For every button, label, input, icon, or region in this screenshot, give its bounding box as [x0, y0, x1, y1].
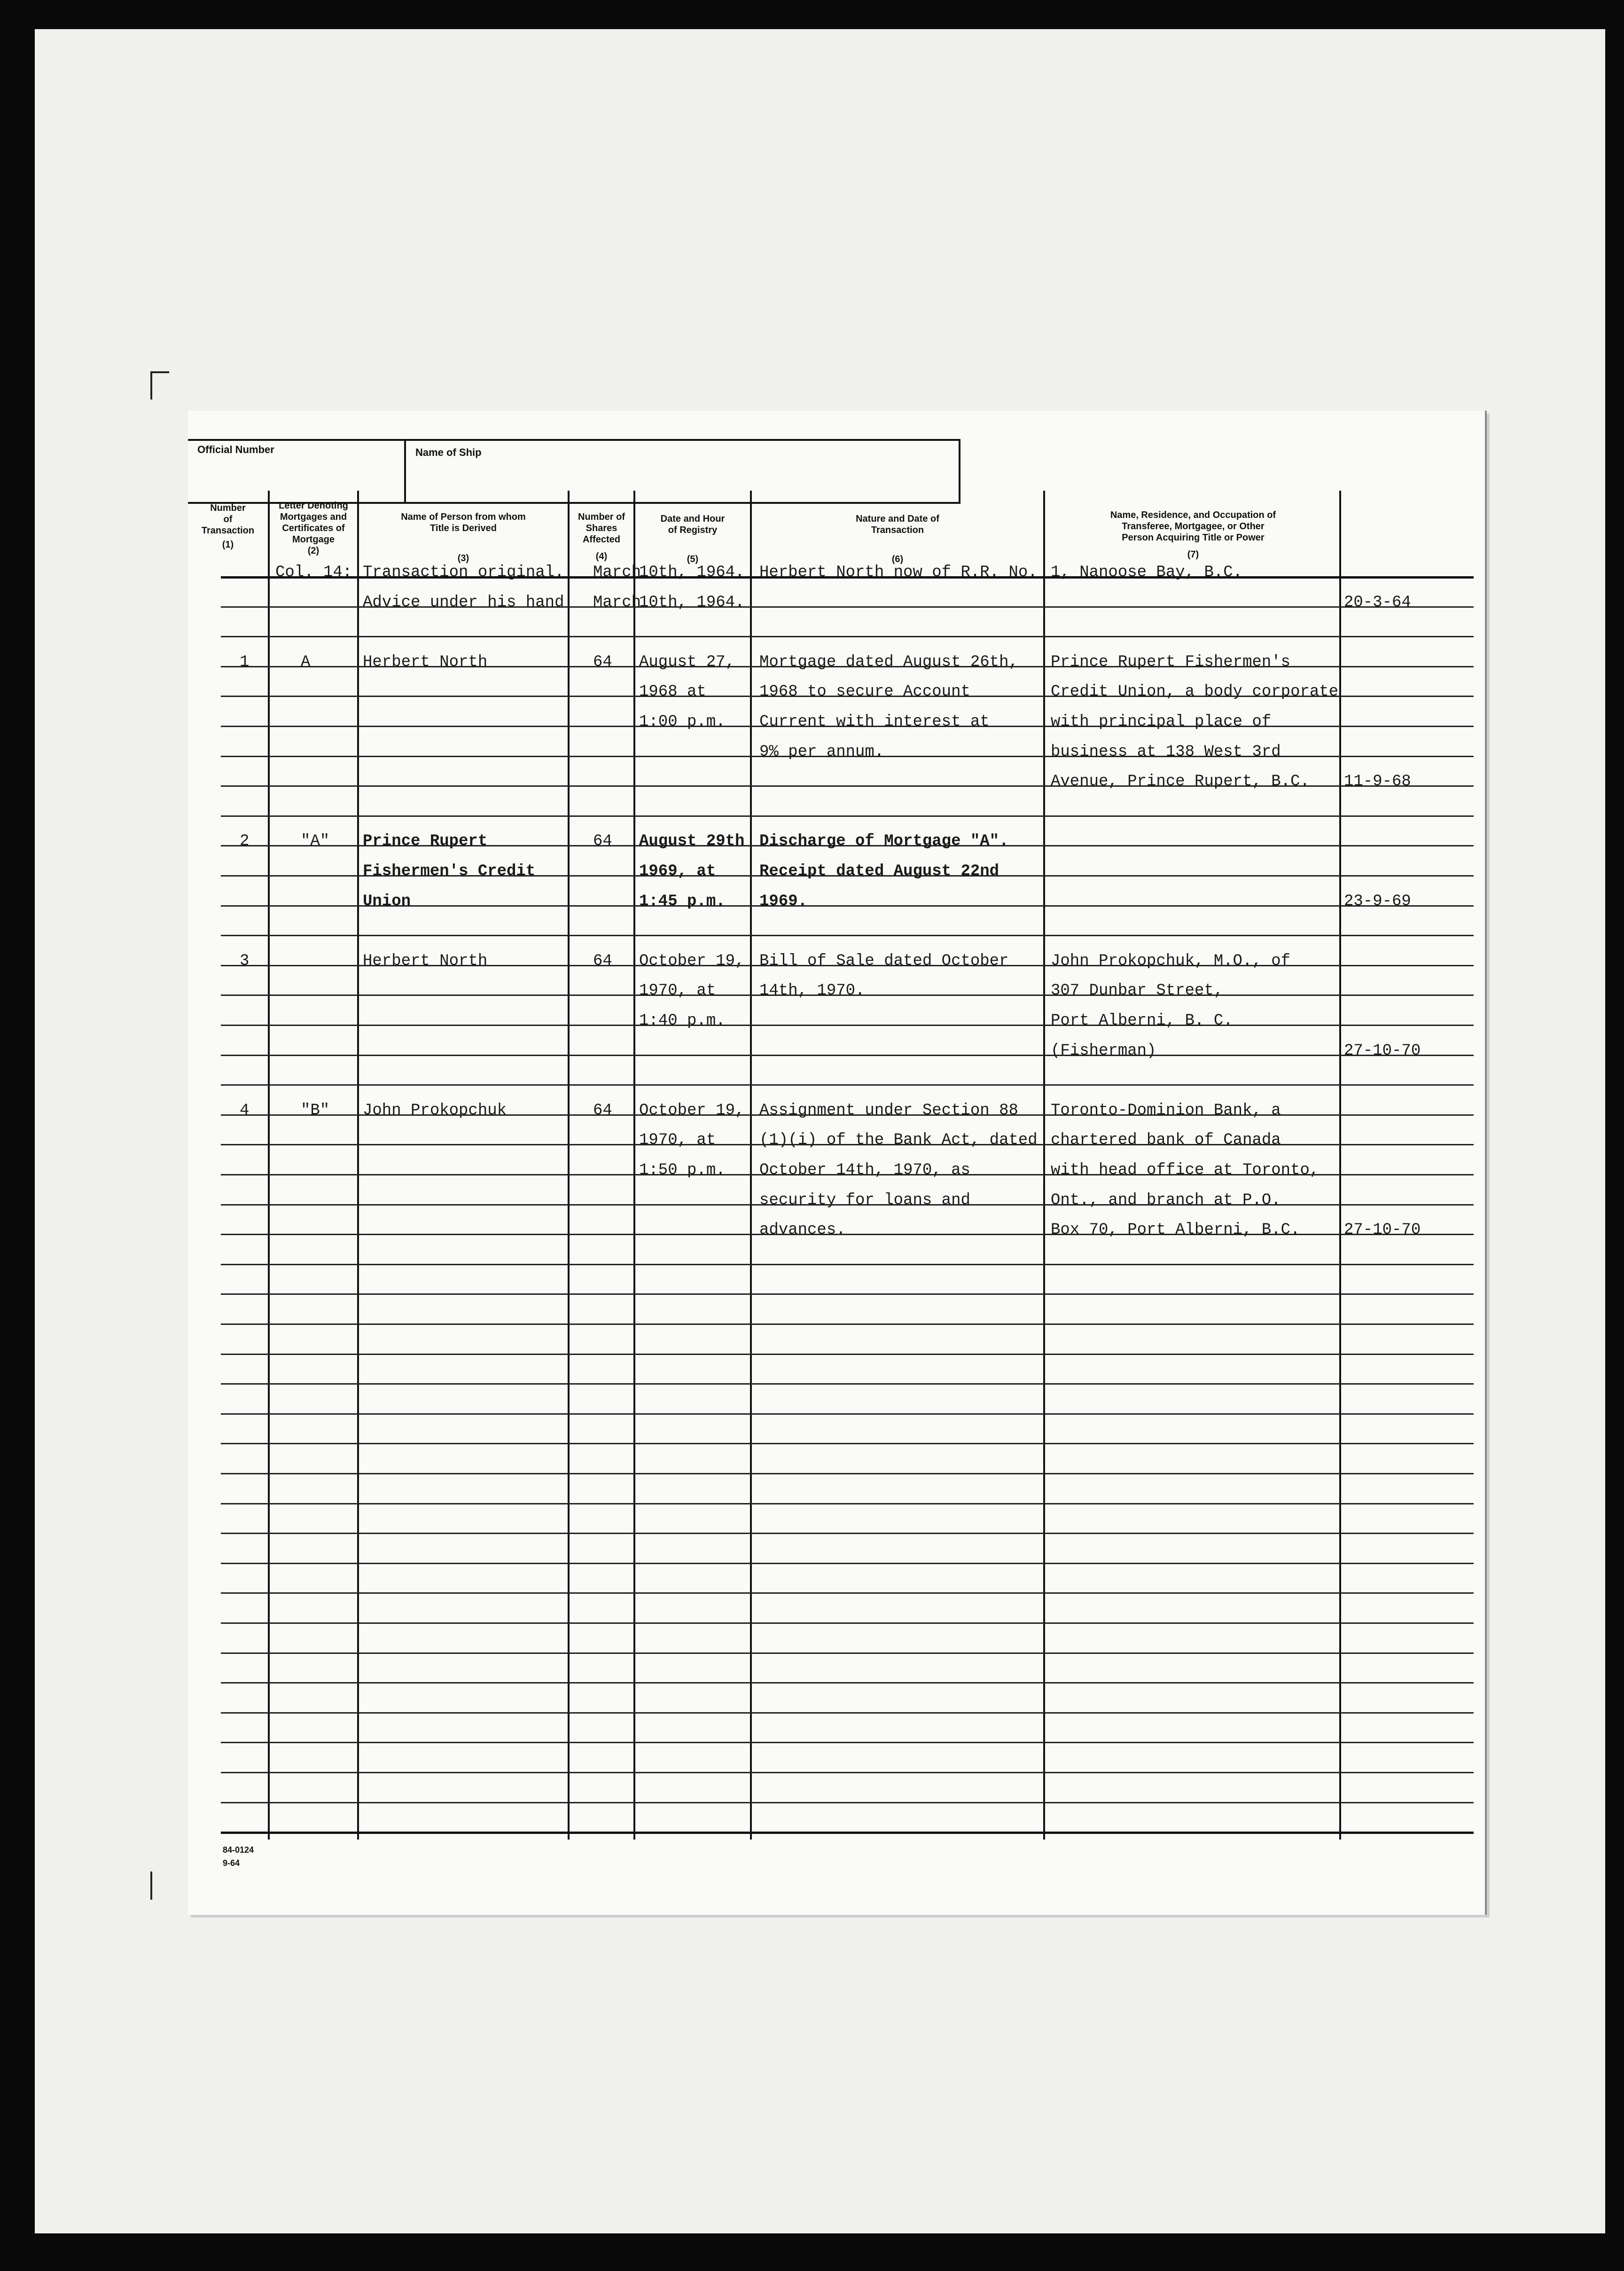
entry-cell-c5: 1970, at [639, 982, 716, 1000]
ruled-line [221, 636, 1474, 637]
photographed-sheet [35, 29, 1605, 2233]
form-revision-date: 9-64 [223, 1858, 240, 1868]
entry-cell-c7: 1, Nanoose Bay, B.C. [1051, 564, 1243, 581]
ship-registry-transaction-form [188, 411, 1487, 1915]
entry-cell-c3: Herbert North [363, 952, 488, 970]
name-of-ship-box [404, 439, 960, 504]
ruled-line [221, 815, 1474, 817]
entry-cell-c5: 1:50 p.m. [639, 1161, 726, 1179]
crop-mark-bottom-left [150, 1872, 152, 1900]
entry-cell-c6: Herbert North now of R.R. No. [759, 564, 1038, 581]
entry-cell-c5: August 27, [639, 653, 735, 671]
ruled-line [221, 1443, 1474, 1444]
entry-cell-c7: with principal place of [1051, 713, 1272, 731]
entry-cell-c7: Box 70, Port Alberni, B.C. [1051, 1221, 1300, 1239]
column-header-date-hour-registry: Date and Hour of Registry (5) [660, 514, 725, 564]
entry-cell-c6: Assignment under Section 88 [759, 1102, 1018, 1120]
ruled-line [221, 1055, 1474, 1056]
entry-cell-c2: "B" [301, 1102, 330, 1120]
entry-cell-c3: Herbert North [363, 653, 488, 671]
entry-cell-c6: 9% per annum. [759, 743, 884, 761]
official-number-label: Official Number [197, 444, 274, 455]
entry-cell-c5: 1:45 p.m. [639, 893, 726, 910]
column-divider [568, 491, 570, 1840]
ruled-line [221, 1323, 1474, 1325]
ruled-line [221, 1533, 1474, 1534]
entry-cell-c1: 2 [240, 832, 250, 850]
entry-cell-c3: Transaction original. [363, 564, 564, 581]
entry-cell-c7: chartered bank of Canada [1051, 1131, 1281, 1149]
name-of-ship-label: Name of Ship [415, 446, 482, 458]
column-divider [750, 491, 752, 1840]
ruled-line [221, 1742, 1474, 1743]
entry-cell-c6: 1968 to secure Account [759, 683, 970, 701]
entry-cell-c5: August 29th [639, 832, 745, 850]
entry-cell-c3: Prince Rupert [363, 832, 488, 850]
column-divider [1043, 491, 1045, 1840]
column-header-shares-affected: Number of Shares Affected (4) [578, 512, 625, 562]
ruled-line [221, 1293, 1474, 1295]
entry-cell-c6: Receipt dated August 22nd [759, 862, 999, 880]
entry-cell-c3: John Prokopchuk [363, 1102, 507, 1120]
entry-cell-c8: 27-10-70 [1344, 1042, 1421, 1060]
crop-mark-top-left-horizontal [150, 371, 169, 373]
entry-cell-c5: October 19, [639, 1102, 745, 1120]
ruled-line [221, 1503, 1474, 1504]
entry-cell-c4: March [593, 594, 641, 611]
entry-cell-c6: Bill of Sale dated October [759, 952, 1009, 970]
ruled-line [221, 1264, 1474, 1265]
ruled-line [221, 1383, 1474, 1385]
entry-cell-c6: advances. [759, 1221, 846, 1239]
entry-cell-c2: A [301, 653, 311, 671]
entry-cell-c7: Port Alberni, B. C. [1051, 1012, 1233, 1030]
ruled-line [221, 1025, 1474, 1026]
ruled-line [221, 1622, 1474, 1624]
entry-cell-c7: with head office at Toronto, [1051, 1161, 1320, 1179]
form-code: 84-0124 [223, 1845, 254, 1855]
column-header-transaction-number: Number of Transaction (1) [201, 503, 255, 550]
entry-cell-c3: Advice under his hand [363, 594, 564, 611]
entry-cell-c7: (Fisherman) [1051, 1042, 1156, 1060]
entry-cell-c6: Discharge of Mortgage "A". [759, 832, 1009, 850]
entry-cell-c6: Current with interest at [759, 713, 990, 731]
ruled-line [221, 935, 1474, 936]
entry-cell-c1: 4 [240, 1102, 250, 1120]
entry-cell-c8: 27-10-70 [1344, 1221, 1421, 1239]
column-divider [1339, 491, 1341, 1840]
entry-cell-c7: John Prokopchuk, M.O., of [1051, 952, 1291, 970]
entry-cell-c4: 64 [593, 952, 612, 970]
ruled-line [221, 1354, 1474, 1355]
entry-cell-c4: 64 [593, 1102, 612, 1120]
entry-cell-c6: security for loans and [759, 1191, 970, 1209]
column-header-transferee: Name, Residence, and Occupation of Transferee, Mortgagee, or Other Person Acquiring Title or Power (7) [1110, 510, 1276, 560]
entry-cell-c7: Toronto-Dominion Bank, a [1051, 1102, 1281, 1120]
entry-cell-c2: "A" [301, 832, 330, 850]
entry-cell-c7: business at 138 West 3rd [1051, 743, 1281, 761]
ruled-line [221, 1772, 1474, 1773]
entry-cell-c5: 1:40 p.m. [639, 1012, 726, 1030]
ruled-line [221, 1473, 1474, 1474]
ruled-line [221, 1084, 1474, 1086]
entry-cell-c5: 1:00 p.m. [639, 713, 726, 731]
entry-cell-c7: Ont., and branch at P.O. [1051, 1191, 1281, 1209]
entry-cell-c3: Union [363, 893, 411, 910]
entry-cell-c4: March [593, 564, 641, 581]
entry-cell-c5: 1970, at [639, 1131, 716, 1149]
entry-cell-c5: 10th, 1964. [639, 594, 745, 611]
entry-cell-c3: Fishermen's Credit [363, 862, 536, 880]
entry-cell-c7: Prince Rupert Fishermen's [1051, 653, 1291, 671]
entry-cell-c4: 64 [593, 653, 612, 671]
ruled-line [221, 1712, 1474, 1714]
ruled-line [221, 1832, 1474, 1834]
entry-cell-c7: 307 Dunbar Street, [1051, 982, 1224, 1000]
entry-cell-c2: Col. 14: [275, 564, 352, 581]
column-divider [357, 491, 359, 1840]
column-divider [268, 491, 270, 1840]
ruled-line [221, 1802, 1474, 1803]
column-header-nature-date-transaction: Nature and Date of Transaction (6) [856, 514, 939, 564]
column-header-mortgage-letter: Letter Denoting Mortgages and Certificates of Mortgage (2) [279, 501, 348, 556]
entry-cell-c1: 1 [240, 653, 250, 671]
ruled-line [221, 1413, 1474, 1415]
ruled-line [221, 1563, 1474, 1564]
entry-cell-c8: 20-3-64 [1344, 594, 1411, 611]
crop-mark-top-left [150, 371, 152, 399]
entry-cell-c5: October 19, [639, 952, 745, 970]
entry-cell-c6: October 14th, 1970, as [759, 1161, 970, 1179]
entry-cell-c6: 1969. [759, 893, 808, 910]
entry-cell-c8: 11-9-68 [1344, 773, 1411, 791]
ruled-line [221, 1682, 1474, 1684]
ruled-line [221, 1592, 1474, 1594]
entry-cell-c5: 10th, 1964. [639, 564, 745, 581]
ruled-line [221, 1652, 1474, 1654]
entry-cell-c8: 23-9-69 [1344, 893, 1411, 910]
entry-cell-c7: Avenue, Prince Rupert, B.C. [1051, 773, 1310, 791]
entry-cell-c6: (1)(i) of the Bank Act, dated [759, 1131, 1038, 1149]
entry-cell-c4: 64 [593, 832, 612, 850]
entry-cell-c6: 14th, 1970. [759, 982, 865, 1000]
entry-cell-c1: 3 [240, 952, 250, 970]
column-header-person-title-derived: Name of Person from whom Title is Derived (3) [401, 512, 526, 564]
entry-cell-c7: Credit Union, a body corporate [1051, 683, 1339, 701]
entry-cell-c5: 1969, at [639, 862, 716, 880]
entry-cell-c5: 1968 at [639, 683, 706, 701]
entry-cell-c6: Mortgage dated August 26th, [759, 653, 1018, 671]
column-divider [633, 491, 635, 1840]
